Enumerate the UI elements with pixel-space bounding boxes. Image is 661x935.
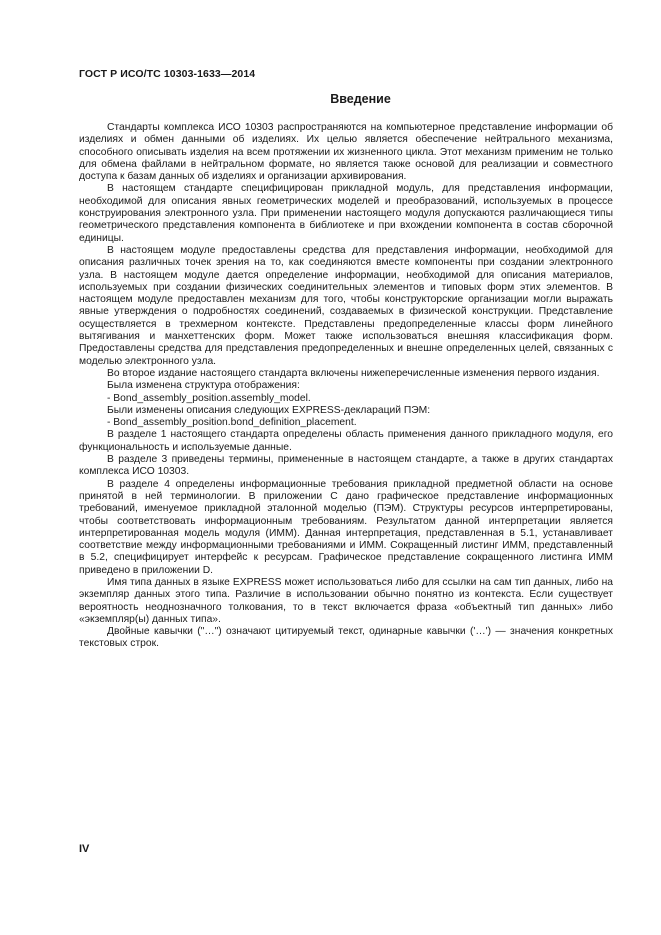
paragraph: Были изменены описания следующих EXPRESS-деклараций ПЭМ: [107, 404, 431, 416]
paragraph: В разделе 4 определены информационные требования прикладной предметной области на основе принятой в ней терминологии. В приложении С дано графическое представление информационных требований, именуемое прикладной эталонной моделью (ПЭМ). Структуры ресурсов интерпретированы, чтобы соответствовать информационным требованиям. Результатом данной интерпретации является интерпретированная модель модуля (ИММ). Данная интерпретация, представленная в 5.1, устанавливает соответствие между информационными требованиями и ИММ. Сокращенный листинг ИММ, представленный в 5.2, специфицирует интерфейс к ресурсам. Графическое представление сокращенного листинга ИММ приведено в приложении D. [79, 478, 613, 576]
paragraph: Стандарты комплекса ИСО 10303 распространяются на компьютерное представление информации об изделиях и обмен данными об изделиях. Их целью является обеспечение нейтрального механизма, способного описывать изделия на всем протяжении их жизненного цикла. Этот механизм применим не только для обмена файлами в нейтральном формате, но является также основой для реализации и совместного доступа к базам данных об изделиях и организации архивирования. [79, 122, 613, 183]
paragraph: - Bond_assembly_position.bond_definition_placement. [107, 417, 357, 429]
paragraph: В настоящем стандарте специфицирован прикладной модуль, для представления информации, необходимой для описания явных геометрических моделей и преобразований, используемых в процессе конструирования электронного узла. При применении настоящего модуля допускаются различающиеся типы геометрического представления компонента в библиотеке и при вхождении компонента в состав сборочной единицы. [79, 183, 613, 244]
document-header: ГОСТ Р ИСО/ТС 10303-1633—2014 [79, 68, 256, 80]
paragraph: Была изменена структура отображения: [107, 380, 300, 392]
paragraph: Имя типа данных в языке EXPRESS может использоваться либо для ссылки на сам тип данных, либо на экземпляр данных этого типа. Различие в использовании обычно понятно из контекста. Если существует вероятность неоднозначного толкования, то в текст включается фраза «объектный тип данных» либо «экземпляр(ы) данных типа». [79, 576, 613, 625]
paragraph: В разделе 1 настоящего стандарта определены область применения данного прикладного модуля, его функциональность и используемые данные. [79, 429, 613, 453]
document-body [79, 122, 613, 651]
paragraph: В настоящем модуле предоставлены средства для представления информации, необходимой для описания различных точек зрения на то, как соединяются вместе компоненты при создании электронного узла. В настоящем модуле дается определение информации, необходимой для описания материалов, используемых при создании физических соединительных элементов и типовых форм этих элементов. В настоящем модуле предоставлен механизм для того, чтобы конструкторские организации могли выражать явные утверждения о подробностях соединений, создаваемых в физической конструкции. Представление осуществляется в трехмерном контексте. Представлены предопределенные классы форм линейного вытягивания и манхеттенских форм. Может также использоваться внешняя классификация форм. Предоставлены средства для представления предопределенных и внешне определенных целей, связанных с моделью электронного узла. [79, 244, 613, 367]
page-number: IV [79, 843, 90, 855]
paragraph: В разделе 3 приведены термины, примененные в настоящем стандарте, а также в других стандартах комплекса ИСО 10303. [79, 454, 613, 478]
section-title: Введение [330, 92, 391, 106]
paragraph: Двойные кавычки ("…") означают цитируемый текст, одинарные кавычки ('…') — значения конкретных текстовых строк. [79, 626, 613, 650]
paragraph: Во второе издание настоящего стандарта включены нижеперечисленные изменения первого издания. [107, 367, 600, 379]
paragraph: - Bond_assembly_position.assembly_model. [107, 392, 311, 404]
